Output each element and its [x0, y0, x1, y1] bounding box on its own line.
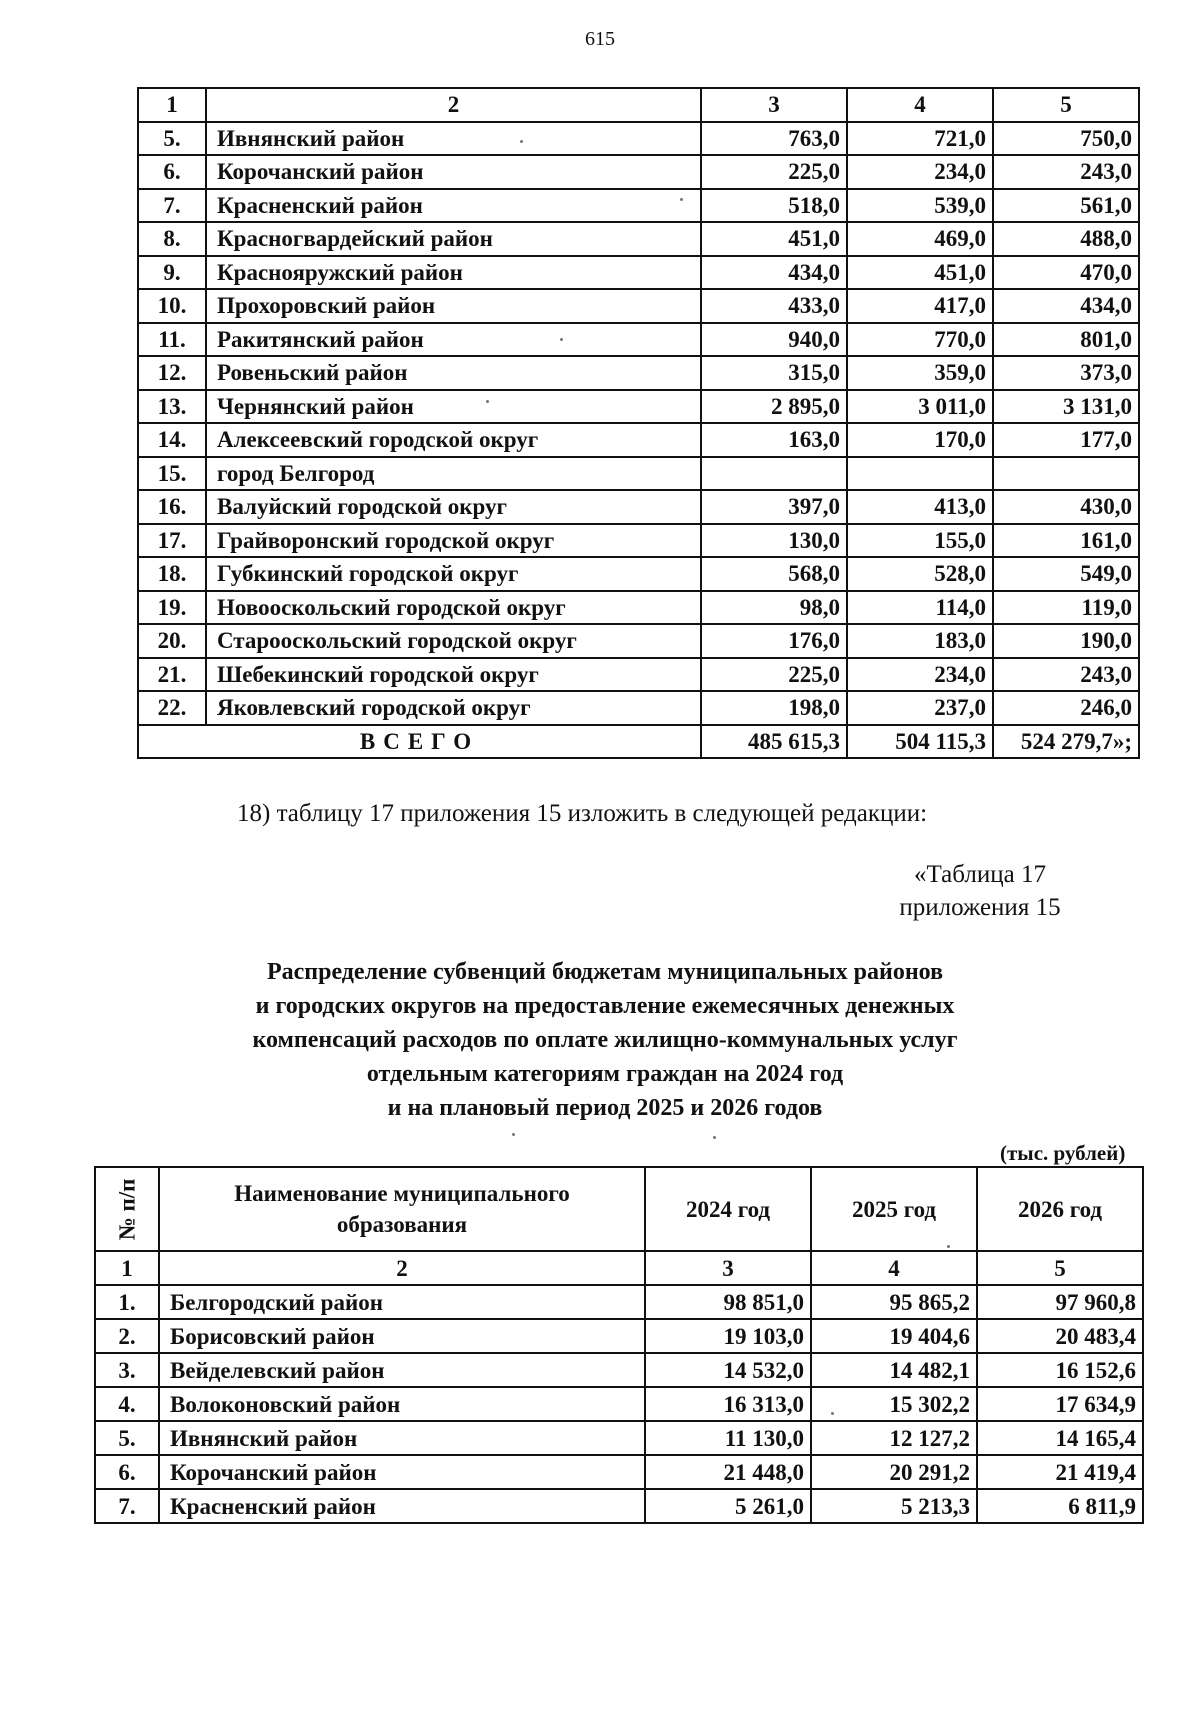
row-number: 1.: [95, 1285, 159, 1319]
row-name: Белгородский район: [159, 1285, 645, 1319]
header-2026: 2026 год: [977, 1167, 1143, 1251]
row-value-3: 130,0: [701, 524, 847, 558]
row-number: 7.: [138, 189, 206, 223]
row-value-4: 359,0: [847, 356, 993, 390]
row-value-4: 155,0: [847, 524, 993, 558]
row-number: 9.: [138, 256, 206, 290]
row-value-2025: 95 865,2: [811, 1285, 977, 1319]
row-value-3: 397,0: [701, 490, 847, 524]
row-value-4: 469,0: [847, 222, 993, 256]
row-name: Вейделевский район: [159, 1353, 645, 1387]
row-value-2026: 97 960,8: [977, 1285, 1143, 1319]
column-number-cell: 4: [847, 88, 993, 122]
row-value-5: 3 131,0: [993, 390, 1139, 424]
row-name: Ивнянский район: [159, 1421, 645, 1455]
row-number: 19.: [138, 591, 206, 625]
column-numbers-row: [95, 1251, 1143, 1285]
header-name: Наименование муниципального образования: [159, 1167, 645, 1251]
row-value-3: 315,0: [701, 356, 847, 390]
row-value-3: 163,0: [701, 423, 847, 457]
row-value-3: 2 895,0: [701, 390, 847, 424]
row-number: 15.: [138, 457, 206, 491]
table-row: [95, 1353, 1143, 1387]
row-value-2026: 21 419,4: [977, 1455, 1143, 1489]
row-name: Волоконовский район: [159, 1387, 645, 1421]
column-number-cell: 4: [811, 1251, 977, 1285]
row-value-4: 234,0: [847, 155, 993, 189]
row-number: 5.: [95, 1421, 159, 1455]
scan-speck: [947, 1245, 950, 1248]
table-row: [138, 256, 1139, 290]
caption-line-2: приложения 15: [899, 894, 1061, 921]
row-value-4: 114,0: [847, 591, 993, 625]
row-value-3: 176,0: [701, 624, 847, 658]
row-name: Шебекинский городской округ: [206, 658, 701, 692]
table-row: [138, 289, 1139, 323]
row-value-4: [847, 457, 993, 491]
row-number: 2.: [95, 1319, 159, 1353]
row-number: 6.: [138, 155, 206, 189]
row-name: Грайворонский городской округ: [206, 524, 701, 558]
table-row: [95, 1387, 1143, 1421]
row-value-2025: 12 127,2: [811, 1421, 977, 1455]
table-row: [138, 390, 1139, 424]
column-number-cell: 5: [977, 1251, 1143, 1285]
table-row: [138, 423, 1139, 457]
row-value-2024: 98 851,0: [645, 1285, 811, 1319]
column-number-cell: 3: [645, 1251, 811, 1285]
row-value-2024: 16 313,0: [645, 1387, 811, 1421]
row-name: Красногвардейский район: [206, 222, 701, 256]
row-value-5: 243,0: [993, 658, 1139, 692]
column-number-cell: 2: [159, 1251, 645, 1285]
row-value-3: 940,0: [701, 323, 847, 357]
total-row: [138, 725, 1139, 759]
total-value-3: 485 615,3: [701, 725, 847, 759]
row-number: 11.: [138, 323, 206, 357]
row-value-3: 568,0: [701, 557, 847, 591]
table-row: [138, 189, 1139, 223]
row-value-3: 433,0: [701, 289, 847, 323]
title-line: и на плановый период 2025 и 2026 годов: [387, 1095, 823, 1121]
row-value-4: 170,0: [847, 423, 993, 457]
row-value-5: 177,0: [993, 423, 1139, 457]
header-number: [95, 1167, 159, 1251]
total-value-4: 504 115,3: [847, 725, 993, 759]
row-value-2026: 20 483,4: [977, 1319, 1143, 1353]
scan-speck: [486, 400, 489, 403]
row-name: Прохоровский район: [206, 289, 701, 323]
row-name: Корочанский район: [206, 155, 701, 189]
row-value-2026: 17 634,9: [977, 1387, 1143, 1421]
row-value-4: 770,0: [847, 323, 993, 357]
column-number-cell: 1: [138, 88, 206, 122]
row-name: Борисовский район: [159, 1319, 645, 1353]
table-row: [95, 1489, 1143, 1523]
table-row: [95, 1285, 1143, 1319]
row-value-4: 451,0: [847, 256, 993, 290]
row-value-2024: 19 103,0: [645, 1319, 811, 1353]
header-2024: 2024 год: [645, 1167, 811, 1251]
row-name: Новооскольский городской округ: [206, 591, 701, 625]
row-value-2025: 20 291,2: [811, 1455, 977, 1489]
row-value-3: 98,0: [701, 591, 847, 625]
row-value-5: 246,0: [993, 691, 1139, 725]
row-value-4: 539,0: [847, 189, 993, 223]
row-value-5: 561,0: [993, 189, 1139, 223]
row-name: Корочанский район: [159, 1455, 645, 1489]
table-top: [137, 87, 1140, 759]
row-name: Яковлевский городской округ: [206, 691, 701, 725]
row-number: 4.: [95, 1387, 159, 1421]
row-value-5: 801,0: [993, 323, 1139, 357]
units-label: (тыс. рублей): [1000, 1141, 1126, 1165]
table-row: [138, 591, 1139, 625]
row-name: Алексеевский городской округ: [206, 423, 701, 457]
scan-speck: [520, 140, 523, 143]
row-value-5: 488,0: [993, 222, 1139, 256]
row-value-2025: 14 482,1: [811, 1353, 977, 1387]
row-value-3: [701, 457, 847, 491]
row-name: Ракитянский район: [206, 323, 701, 357]
row-name: Ровеньский район: [206, 356, 701, 390]
row-name: Губкинский городской округ: [206, 557, 701, 591]
column-number-cell: 5: [993, 88, 1139, 122]
table-row: [138, 356, 1139, 390]
total-label: ВСЕГО: [138, 725, 701, 759]
row-name: Красненский район: [159, 1489, 645, 1523]
row-value-4: 417,0: [847, 289, 993, 323]
table-row: [138, 691, 1139, 725]
row-value-2026: 6 811,9: [977, 1489, 1143, 1523]
table-row: [138, 323, 1139, 357]
row-value-5: 470,0: [993, 256, 1139, 290]
table-row: [138, 457, 1139, 491]
row-name: Старооскольский городской округ: [206, 624, 701, 658]
row-value-4: 413,0: [847, 490, 993, 524]
row-value-5: 161,0: [993, 524, 1139, 558]
row-name: Краснояружский район: [206, 256, 701, 290]
row-number: 20.: [138, 624, 206, 658]
row-value-2025: 15 302,2: [811, 1387, 977, 1421]
row-value-4: 3 011,0: [847, 390, 993, 424]
table-row: [95, 1421, 1143, 1455]
row-value-3: 225,0: [701, 658, 847, 692]
row-number: 3.: [95, 1353, 159, 1387]
row-number: 8.: [138, 222, 206, 256]
title-line: и городских округов на предоставление ежемесячных денежных: [255, 993, 955, 1019]
row-number: 21.: [138, 658, 206, 692]
row-number: 14.: [138, 423, 206, 457]
scan-speck: [713, 1136, 716, 1139]
row-value-2024: 11 130,0: [645, 1421, 811, 1455]
row-value-5: 549,0: [993, 557, 1139, 591]
column-number-cell: 3: [701, 88, 847, 122]
row-number: 18.: [138, 557, 206, 591]
scan-speck: [680, 198, 683, 201]
header-2025: 2025 год: [811, 1167, 977, 1251]
row-value-2024: 21 448,0: [645, 1455, 811, 1489]
row-number: 10.: [138, 289, 206, 323]
row-number: 17.: [138, 524, 206, 558]
row-value-2025: 19 404,6: [811, 1319, 977, 1353]
caption-line-1: «Таблица 17: [914, 861, 1046, 888]
row-value-2024: 5 261,0: [645, 1489, 811, 1523]
row-number: 22.: [138, 691, 206, 725]
row-value-5: 750,0: [993, 122, 1139, 156]
row-value-5: 430,0: [993, 490, 1139, 524]
table-row: [138, 524, 1139, 558]
row-value-3: 518,0: [701, 189, 847, 223]
table-row: [138, 122, 1139, 156]
total-value-5: 524 279,7»;: [993, 725, 1139, 759]
row-name: Чернянский район: [206, 390, 701, 424]
row-number: 12.: [138, 356, 206, 390]
row-value-4: 237,0: [847, 691, 993, 725]
row-value-5: 373,0: [993, 356, 1139, 390]
row-value-4: 183,0: [847, 624, 993, 658]
table-main: [94, 1166, 1144, 1524]
title-line: компенсаций расходов по оплате жилищно-коммунальных услуг: [252, 1027, 958, 1053]
row-value-3: 225,0: [701, 155, 847, 189]
row-value-3: 434,0: [701, 256, 847, 290]
row-value-4: 528,0: [847, 557, 993, 591]
row-value-3: 198,0: [701, 691, 847, 725]
page-number: 615: [585, 28, 615, 50]
row-value-5: 243,0: [993, 155, 1139, 189]
row-number: 16.: [138, 490, 206, 524]
row-number: 5.: [138, 122, 206, 156]
header-number-text: № п/п: [114, 1178, 140, 1240]
row-value-4: 721,0: [847, 122, 993, 156]
row-value-5: 190,0: [993, 624, 1139, 658]
row-value-2026: 16 152,6: [977, 1353, 1143, 1387]
row-value-2024: 14 532,0: [645, 1353, 811, 1387]
column-number-cell: 2: [206, 88, 701, 122]
row-value-3: 763,0: [701, 122, 847, 156]
amendment-text: 18) таблицу 17 приложения 15 изложить в следующей редакции:: [237, 800, 928, 827]
table-row: [138, 490, 1139, 524]
row-number: 13.: [138, 390, 206, 424]
row-name: город Белгород: [206, 457, 701, 491]
row-value-4: 234,0: [847, 658, 993, 692]
row-number: 7.: [95, 1489, 159, 1523]
table-row: [138, 624, 1139, 658]
title-line: Распределение субвенций бюджетам муниципальных районов: [266, 959, 944, 985]
table-row: [95, 1319, 1143, 1353]
table-row: [138, 222, 1139, 256]
table-title: [150, 955, 1060, 1125]
row-value-5: 119,0: [993, 591, 1139, 625]
column-number-cell: 1: [95, 1251, 159, 1285]
table-row: [95, 1455, 1143, 1489]
row-value-5: 434,0: [993, 289, 1139, 323]
table-row: [138, 658, 1139, 692]
table-row: [138, 557, 1139, 591]
title-line: отдельным категориям граждан на 2024 год: [366, 1061, 844, 1087]
row-value-3: 451,0: [701, 222, 847, 256]
table-top-header-row: [138, 88, 1139, 122]
table-main-header-row: [95, 1167, 1143, 1251]
row-value-2026: 14 165,4: [977, 1421, 1143, 1455]
row-name: Ивнянский район: [206, 122, 701, 156]
scan-speck: [831, 1412, 834, 1415]
row-value-2025: 5 213,3: [811, 1489, 977, 1523]
table-caption: [880, 858, 1080, 924]
scan-speck: [512, 1133, 515, 1136]
scan-speck: [560, 338, 563, 341]
row-name: Красненский район: [206, 189, 701, 223]
row-number: 6.: [95, 1455, 159, 1489]
row-value-5: [993, 457, 1139, 491]
table-row: [138, 155, 1139, 189]
row-name: Валуйский городской округ: [206, 490, 701, 524]
